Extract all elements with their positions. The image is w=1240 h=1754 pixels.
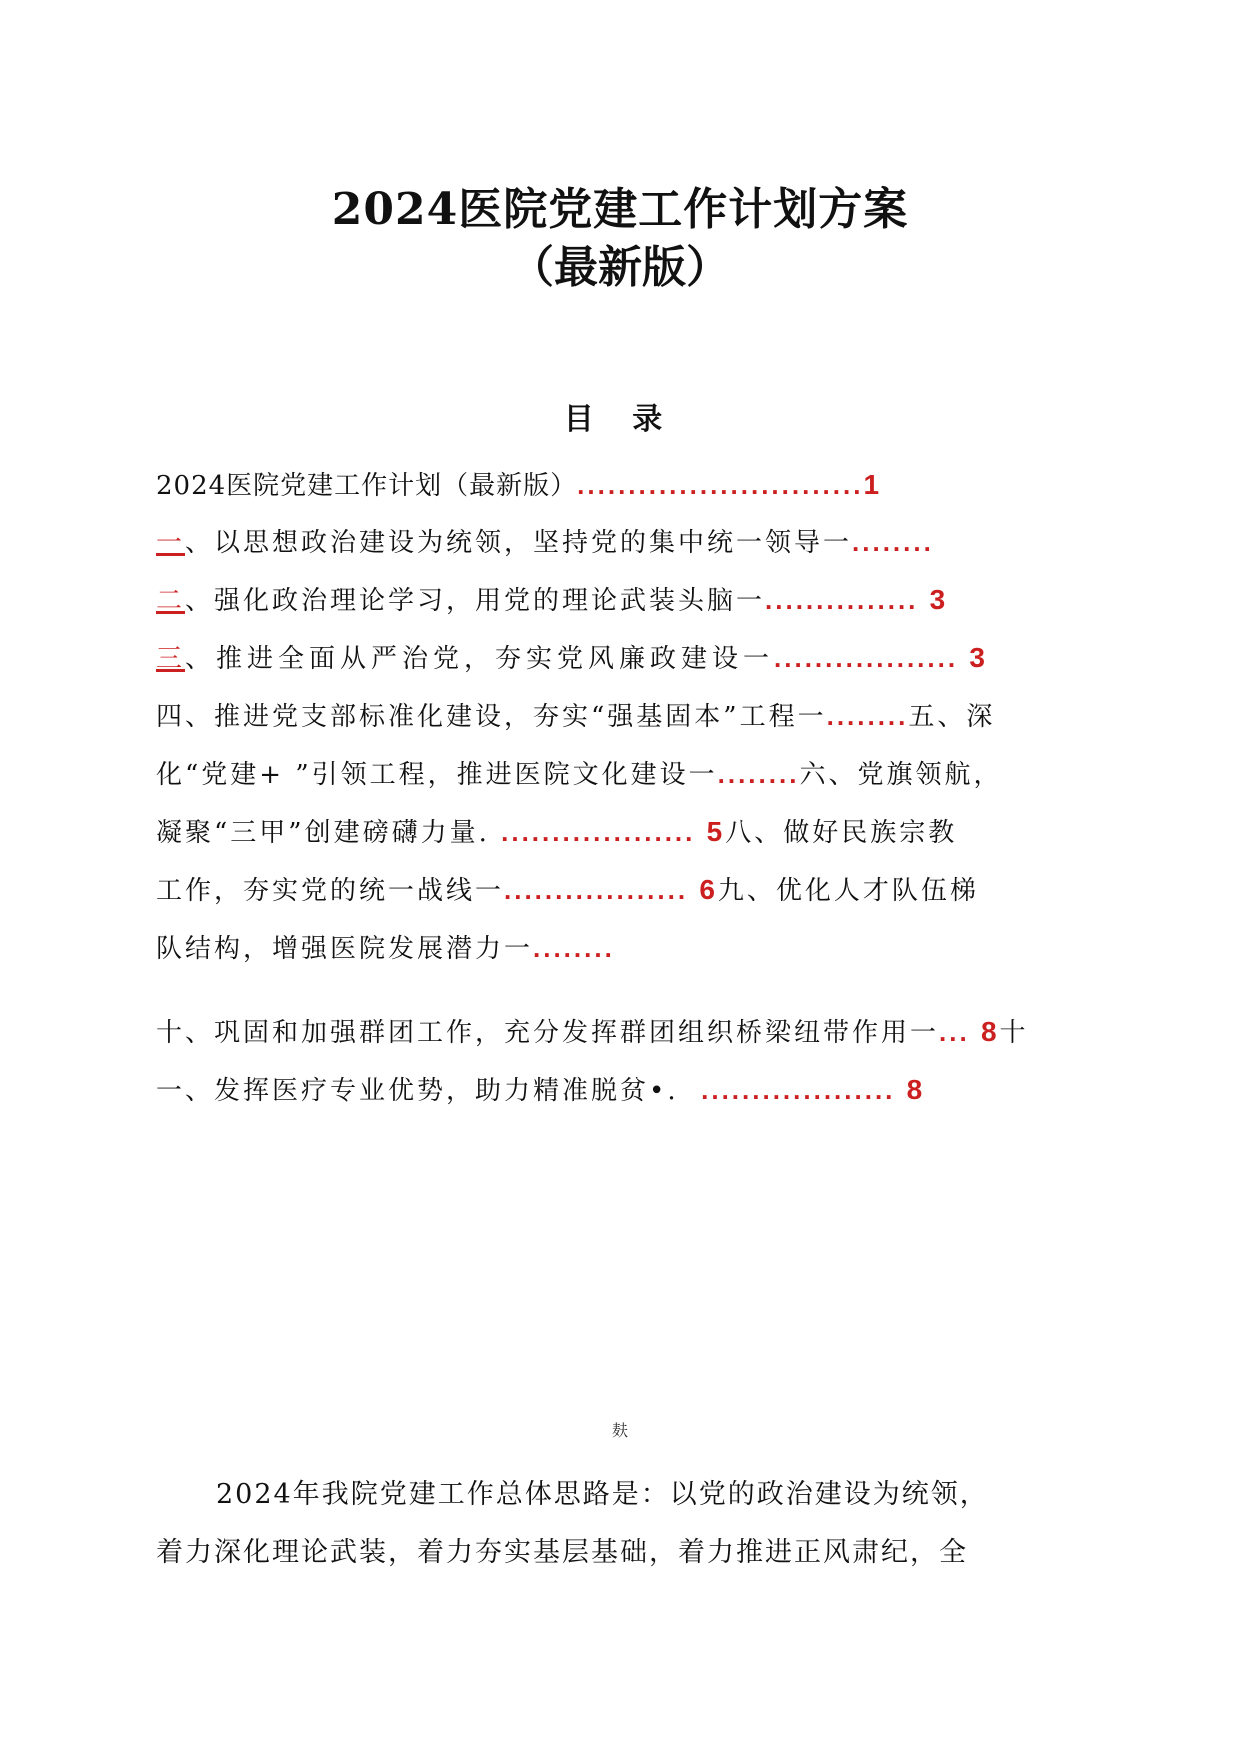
toc-entry-text-continued: 六、党旗领航， (799, 760, 1003, 790)
toc-entry-text: 、推进全面从严治党，夯实党风廉政建设一 (185, 644, 775, 674)
toc-entry-text: 十、巩固和加强群团工作，充分发挥群团组织桥梁纽带作用一 (156, 1018, 940, 1048)
toc-entry-number: 三 (156, 644, 186, 674)
toc-leader-dots: ........ (717, 759, 800, 789)
toc-entry-number: 一 (156, 528, 186, 558)
toc-entry-text-continued: 八、做好民族宗教 (725, 818, 958, 848)
document-subtitle: （最新版） (510, 242, 730, 293)
toc-entry-7[interactable] (156, 870, 1056, 911)
toc-page-number: 1 (863, 469, 881, 500)
toc-entry-text: 、强化政治理论学习，用党的理论武装头脑一 (185, 586, 766, 616)
toc-heading: 目 录 (563, 402, 677, 437)
toc-entry-3[interactable] (156, 638, 1056, 679)
toc-entry-text: 凝聚“三甲”创建磅礴力量. (156, 818, 490, 848)
toc-entry-text: 化“党建+ ”引领工程，推进医院文化建设一 (156, 760, 718, 790)
toc-entry-text-continued: 九、优化人才队伍梯 (717, 876, 979, 906)
toc-page-number: 3 (969, 642, 988, 673)
toc-leader-dots: .................. (774, 643, 959, 673)
toc-page-number: 8 (980, 1016, 1000, 1047)
toc-entry-text: 一、发挥医疗专业优势，助力精准脱贫•. (156, 1076, 679, 1106)
footer-mark: 麸 (611, 1421, 628, 1440)
body-paragraph-line-1: 2024年我院党建工作总体思路是：以党的政治建设为统领， (216, 1479, 989, 1510)
toc-entry-6[interactable] (156, 812, 1056, 853)
toc-entry-5[interactable] (156, 754, 1056, 795)
toc-entry-number: 二 (156, 586, 186, 616)
toc-entry-8[interactable] (156, 928, 1056, 969)
toc-leader-dots: ........ (533, 933, 615, 963)
toc-entry-2[interactable] (156, 580, 1056, 621)
toc-leader-dots: ............... (765, 585, 919, 615)
toc-entry-text: 工作，夯实党的统一战线一 (156, 876, 505, 906)
toc-leader-dots: ................... (501, 817, 696, 847)
toc-entry-0[interactable] (156, 465, 1056, 506)
toc-page-number: 5 (706, 816, 726, 847)
toc-entry-text-continued: 五、深 (908, 702, 996, 732)
toc-entry-text: 2024医院党建工作计划（最新版） (156, 471, 578, 501)
toc-leader-dots: ........ (852, 527, 934, 557)
toc-leader-dots: ........ (826, 701, 909, 731)
toc-entry-9[interactable] (156, 1012, 1056, 1053)
toc-entry-text: 、以思想政治建设为统领，坚持党的集中统一领导一 (185, 528, 853, 558)
toc-leader-dots: ... (939, 1017, 970, 1047)
toc-page-number: 8 (906, 1074, 926, 1105)
toc-entry-text: 四、推进党支部标准化建设，夯实“强基固本”工程一 (156, 702, 827, 732)
toc-entry-4[interactable] (156, 696, 1056, 737)
body-paragraph-line-2: 着力深化理论武装，着力夯实基层基础，着力推进正风肃纪，全 (156, 1537, 968, 1568)
toc-entry-text: 队结构，增强医院发展潜力一 (156, 934, 534, 964)
toc-page-number: 6 (699, 874, 718, 905)
toc-entry-10[interactable] (156, 1070, 1056, 1111)
toc-leader-dots: .................. (504, 875, 689, 905)
toc-entry-1[interactable] (156, 522, 1056, 563)
toc-entry-text-continued: 十 (999, 1018, 1029, 1048)
toc-leader-dots: ............................ (577, 470, 864, 500)
toc-leader-dots: ................... (701, 1075, 896, 1105)
toc-page-number: 3 (929, 584, 949, 615)
document-title: 2024医院党建工作计划方案 (331, 184, 909, 235)
